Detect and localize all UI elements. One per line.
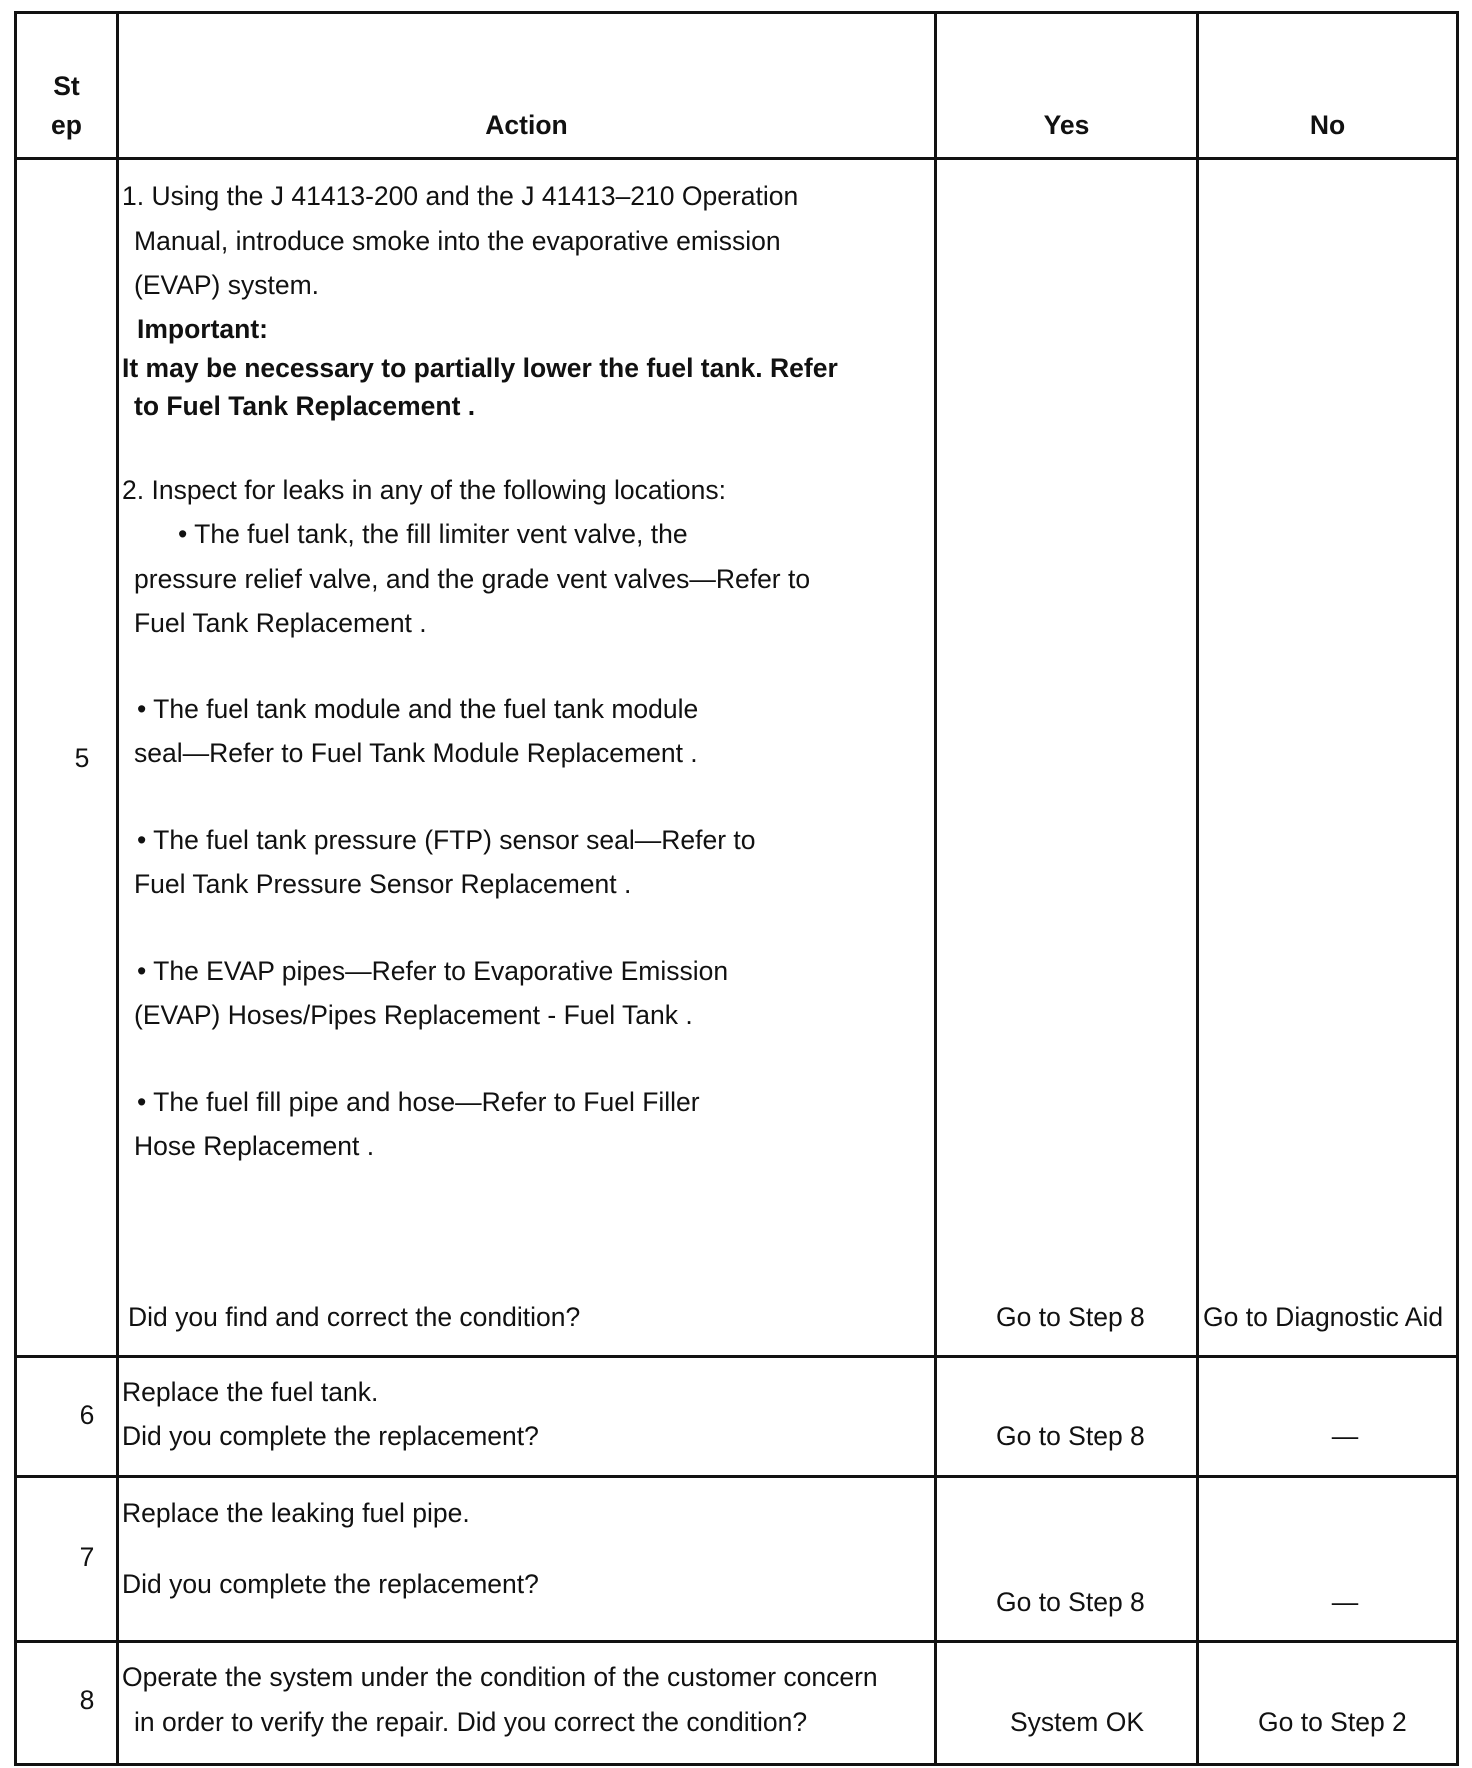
header-action: Action [485,110,568,140]
row8-yes-result: System OK [1010,1707,1145,1737]
row7-yes-result: Go to Step 8 [996,1587,1145,1617]
important-label: Important: [137,314,269,344]
step-number-6: 6 [79,1400,95,1430]
row6-line1: Replace the fuel tank. [122,1377,379,1407]
row7-no-result: — [1331,1587,1359,1617]
table-border-top [14,11,1459,14]
row8-no-result: Go to Step 2 [1258,1707,1407,1737]
header-step-line1: St [53,71,80,101]
step-number-5: 5 [74,743,90,773]
row5-question: Did you find and correct the condition? [128,1302,581,1332]
column-divider-action [934,12,937,1766]
step-number-8: 8 [79,1685,95,1715]
column-divider-step [116,12,119,1766]
bullet1-line1: • The fuel tank, the fill limiter vent valve, the [178,519,688,549]
bullet2-line2: seal—Refer to Fuel Tank Module Replacement . [134,738,698,768]
column-divider-yes [1196,12,1199,1766]
row5-yes-result: Go to Step 8 [996,1302,1145,1332]
bullet3-line1: • The fuel tank pressure (FTP) sensor seal—Refer to [137,825,756,855]
bullet1-line2: pressure relief valve, and the grade vent valves—Refer to [134,564,811,594]
row7-line1: Replace the leaking fuel pipe. [122,1498,470,1528]
header-divider [14,157,1459,160]
table-border-bottom [14,1763,1459,1766]
row-divider-6 [14,1475,1459,1478]
row6-no-result: — [1331,1421,1359,1451]
table-border-right [1456,12,1459,1766]
bullet5-line1: • The fuel fill pipe and hose—Refer to Fuel Filler [137,1087,700,1117]
important-note-line1: It may be necessary to partially lower the fuel tank. Refer [122,353,838,383]
bullet4-line2: (EVAP) Hoses/Pipes Replacement - Fuel Tank . [134,1000,693,1030]
row6-line2: Did you complete the replacement? [122,1421,539,1451]
row-divider-5 [14,1355,1459,1358]
row6-yes-result: Go to Step 8 [996,1421,1145,1451]
bullet4-line1: • The EVAP pipes—Refer to Evaporative Emission [137,956,729,986]
row8-line1: Operate the system under the condition of the customer concern [122,1662,878,1692]
row-divider-7 [14,1640,1459,1643]
row5-para1-line1: 1. Using the J 41413-200 and the J 41413–210 Operation [122,181,799,211]
row5-para1-line3: (EVAP) system. [134,270,320,300]
row5-para1-line2: Manual, introduce smoke into the evaporative emission [134,226,781,256]
bullet1-line3: Fuel Tank Replacement . [134,608,427,638]
row7-line2: Did you complete the replacement? [122,1569,539,1599]
bullet3-line2: Fuel Tank Pressure Sensor Replacement . [134,869,632,899]
table-border-left [14,12,17,1766]
row5-para2: 2. Inspect for leaks in any of the following locations: [122,475,726,505]
bullet2-line1: • The fuel tank module and the fuel tank module [137,694,699,724]
row8-line2: in order to verify the repair. Did you correct the condition? [134,1707,808,1737]
important-note-line2: to Fuel Tank Replacement . [134,391,476,421]
step-number-7: 7 [79,1542,95,1572]
bullet5-line2: Hose Replacement . [134,1131,375,1161]
header-step-line2: ep [51,110,82,140]
header-no: No [1309,110,1346,140]
row5-no-result: Go to Diagnostic Aid [1203,1302,1444,1332]
header-yes: Yes [1043,110,1090,140]
